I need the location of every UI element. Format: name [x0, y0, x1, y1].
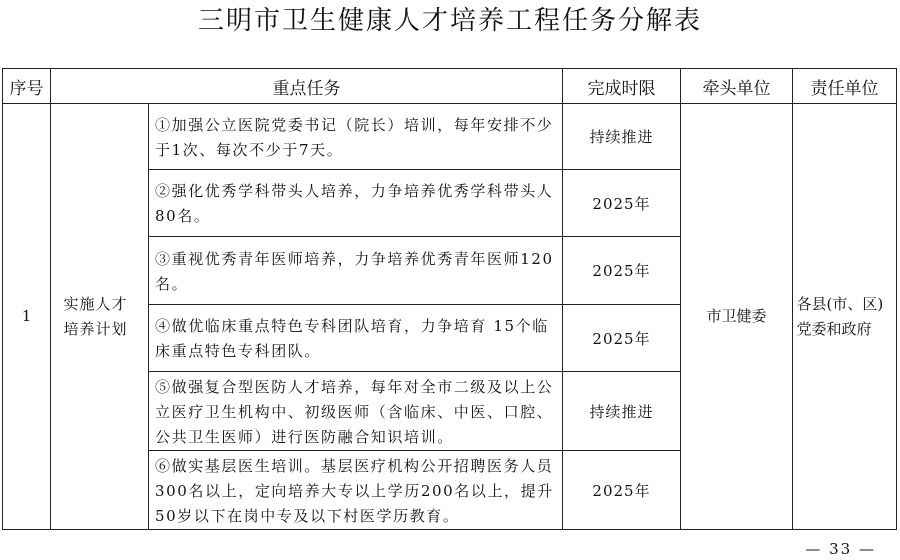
table-row	[3, 104, 897, 170]
deadline-cell: 持续推进	[563, 104, 681, 170]
deadline-cell: 2025年	[563, 305, 681, 372]
deadline-cell: 2025年	[563, 237, 681, 305]
seq-cell: 1	[3, 104, 51, 530]
header-seq: 序号	[3, 69, 51, 104]
header-task: 重点任务	[51, 69, 563, 104]
category-text: 实施人才培养计划	[63, 294, 128, 338]
task-cell: ⑤做强复合型医防人才培养，每年对全市二级及以上公立医疗卫生机构中、初级医师（含临床、中医、口腔、公共卫生医师）进行医防融合知识培训。	[149, 372, 563, 451]
table-header-row	[3, 69, 897, 104]
task-cell: ⑥做实基层医生培训。基层医疗机构公开招聘医务人员300名以上，定向培养大专以上学历200名以上，提升50岁以下在岗中专及以下村医学历教育。	[149, 451, 563, 530]
header-responsible: 责任单位	[793, 69, 897, 104]
header-deadline: 完成时限	[563, 69, 681, 104]
task-cell: ①加强公立医院党委书记（院长）培训，每年安排不少于1次、每次不少于7天。	[149, 104, 563, 170]
task-breakdown-table	[2, 68, 897, 530]
category-cell	[51, 104, 149, 530]
lead-unit-cell: 市卫健委	[681, 104, 793, 530]
responsible-unit-cell	[793, 104, 897, 530]
deadline-cell: 2025年	[563, 170, 681, 237]
header-lead: 牵头单位	[681, 69, 793, 104]
task-cell: ②强化优秀学科带头人培养，力争培养优秀学科带头人80名。	[149, 170, 563, 237]
page-number: — 33 —	[805, 540, 876, 558]
deadline-cell: 2025年	[563, 451, 681, 530]
task-cell: ③重视优秀青年医师培养，力争培养优秀青年医师120名。	[149, 237, 563, 305]
task-cell: ④做优临床重点特色专科团队培育，力争培育 15个临床重点特色专科团队。	[149, 305, 563, 372]
responsible-unit-text: 各县(市、区)党委和政府	[796, 294, 884, 338]
page-title: 三明市卫生健康人才培养工程任务分解表	[197, 6, 702, 36]
deadline-cell: 持续推进	[563, 372, 681, 451]
